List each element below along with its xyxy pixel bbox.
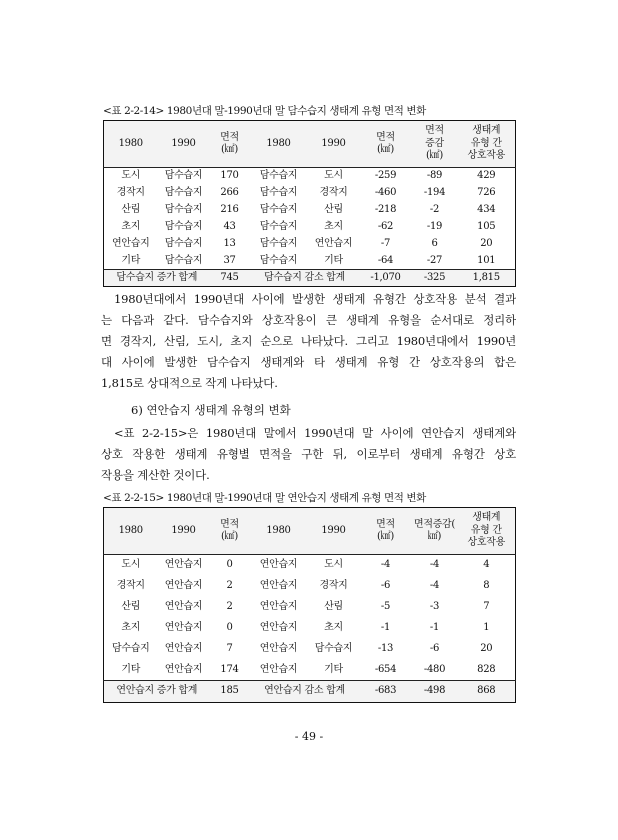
table-cell: 경작지 xyxy=(319,186,348,198)
table-cell: -5 xyxy=(380,600,391,612)
table-cell: 연안습지 증가 합계 xyxy=(104,681,210,703)
table-cell: 266 xyxy=(220,186,239,198)
table-row xyxy=(104,253,516,270)
table2-header-cell: 면적 (㎢) xyxy=(210,508,250,555)
section-heading: 6) 연안습지 생태계 유형의 변화 xyxy=(131,403,291,417)
table-row xyxy=(104,618,516,639)
table-cell: -64 xyxy=(377,254,394,266)
page-number: - 49 - xyxy=(294,730,324,743)
table-cell: 2 xyxy=(226,579,233,591)
paragraph-line: 대 사이에 발생한 담수습지 생태계와 타 생태계 유형 간 상호작용의 합은 xyxy=(101,355,516,369)
table-cell: 담수습지 xyxy=(164,254,203,266)
table-cell: 2 xyxy=(226,600,233,612)
table-cell: 연안습지 xyxy=(164,663,203,675)
table2-header-cell: 1980 xyxy=(250,508,308,555)
table2 xyxy=(103,507,516,703)
table-cell: -27 xyxy=(426,254,443,266)
table-cell: 174 xyxy=(220,663,239,675)
table-cell: -7 xyxy=(380,237,391,249)
table2-header-cell: 1980 xyxy=(104,508,158,555)
table-cell: 185 xyxy=(210,681,250,703)
table-cell: 담수습지 xyxy=(259,170,298,181)
table-cell: 경작지 xyxy=(319,579,348,591)
table-cell: 8 xyxy=(483,579,490,591)
table-cell: 연안습지 xyxy=(164,621,203,633)
paragraph-2 xyxy=(101,423,516,486)
table-cell: -218 xyxy=(374,203,397,215)
paragraph-line: 는 다음과 같다. 담수습지와 상호작용이 큰 생태계 유형을 순서대로 정리하 xyxy=(101,313,516,327)
table-cell: 연안습지 xyxy=(259,600,298,612)
table-cell: 868 xyxy=(458,681,516,703)
table-cell: 담수습지 감소 합계 xyxy=(250,270,360,287)
table-cell: -460 xyxy=(374,186,397,198)
table-cell: 연안습지 xyxy=(112,237,150,249)
table-cell: 산림 xyxy=(324,203,343,215)
table-cell: -62 xyxy=(377,220,394,232)
table-cell: 도시 xyxy=(324,559,343,570)
table-row xyxy=(104,555,516,576)
paragraph-line: <표 2-2-15>은 1980년대 말에서 1990년대 말 사이에 연안습지 생태계와 xyxy=(114,426,516,440)
table-cell: -4 xyxy=(429,559,440,570)
table-cell: 연안습지 감소 합계 xyxy=(250,681,360,703)
table-cell: 담수습지 xyxy=(164,170,203,181)
table-cell: 연안습지 xyxy=(164,642,203,654)
table-row xyxy=(104,639,516,660)
table-row xyxy=(104,185,516,202)
table-cell: 담수습지 xyxy=(164,203,203,215)
table-cell: 도시 xyxy=(121,559,141,570)
table-cell: 초지 xyxy=(121,621,141,633)
table-cell: -89 xyxy=(426,170,443,181)
table-cell: 경작지 xyxy=(116,579,145,591)
table-cell: 산림 xyxy=(121,600,141,612)
table-row xyxy=(104,219,516,236)
table-cell: 연안습지 xyxy=(259,621,298,633)
table-cell: 연안습지 xyxy=(259,579,298,591)
table-cell: 초지 xyxy=(324,621,343,633)
table-cell: 경작지 xyxy=(116,186,145,198)
table-cell: 37 xyxy=(223,254,236,266)
table-cell: 6 xyxy=(431,237,438,249)
table-cell: -1 xyxy=(429,621,440,633)
table1 xyxy=(103,120,516,287)
paragraph-1 xyxy=(101,289,516,394)
table-cell: -1 xyxy=(380,621,391,633)
table-cell: 초지 xyxy=(121,220,141,232)
table-cell: -4 xyxy=(380,559,391,570)
table-cell: 0 xyxy=(226,621,233,633)
table-cell: 도시 xyxy=(121,170,141,181)
table-cell: 산림 xyxy=(121,203,141,215)
table-cell: -480 xyxy=(423,663,446,675)
table2-header-cell: 1990 xyxy=(158,508,210,555)
table-cell: -6 xyxy=(429,642,440,654)
table-cell: 20 xyxy=(480,642,493,654)
table-cell: 726 xyxy=(477,186,496,198)
table-cell: 7 xyxy=(226,642,233,654)
table-cell: 담수습지 xyxy=(164,220,203,232)
table-cell: 산림 xyxy=(324,600,343,612)
table-cell: 담수습지 xyxy=(164,186,203,198)
table-cell: 담수습지 xyxy=(314,642,353,654)
table-cell: 101 xyxy=(477,254,496,266)
table-cell: 170 xyxy=(220,170,239,181)
table-cell: -19 xyxy=(426,220,443,232)
table2-header-row xyxy=(104,508,516,555)
table1-header-cell: 1980 xyxy=(104,121,158,168)
table-cell: 연안습지 xyxy=(164,559,203,570)
table-cell: 7 xyxy=(483,600,490,612)
table-cell: 도시 xyxy=(324,170,343,181)
table-cell: 초지 xyxy=(324,220,343,232)
table-cell: 연안습지 xyxy=(259,642,298,654)
table-row xyxy=(104,660,516,681)
table-cell: 담수습지 xyxy=(259,237,298,249)
table1-header-cell: 1980 xyxy=(250,121,308,168)
table-cell: 4 xyxy=(483,559,490,570)
table-cell: 216 xyxy=(220,203,239,215)
table-cell: -259 xyxy=(374,170,397,181)
table-row xyxy=(104,597,516,618)
table-cell: 13 xyxy=(223,237,236,249)
table-cell: 담수습지 xyxy=(112,642,150,654)
table-cell: -4 xyxy=(429,579,440,591)
table-row xyxy=(104,236,516,253)
table-cell: 연안습지 xyxy=(259,559,298,570)
table-cell: 기타 xyxy=(121,254,141,266)
table-cell: 434 xyxy=(477,203,496,215)
table-cell: 담수습지 xyxy=(259,254,298,266)
paragraph-line: 1,815로 상대적으로 작게 나타났다. xyxy=(101,376,278,390)
table-cell: -194 xyxy=(423,186,446,198)
table-cell: -683 xyxy=(360,681,412,703)
table1-header-cell: 1990 xyxy=(308,121,360,168)
table1-header-cell: 면적 (㎢) xyxy=(210,121,250,168)
table-cell: -13 xyxy=(377,642,394,654)
table1-header-cell: 생태계 유형 간 상호작용 xyxy=(458,121,516,168)
table2-header-cell: 면적증감( ㎢) xyxy=(412,508,458,555)
table-cell: -498 xyxy=(412,681,458,703)
table-cell: 연안습지 xyxy=(164,600,203,612)
table-cell: 담수습지 xyxy=(259,186,298,198)
table-cell: 429 xyxy=(477,170,496,181)
table-cell: -325 xyxy=(412,270,458,287)
table1-sum-row xyxy=(104,270,516,287)
table-cell: 20 xyxy=(480,237,493,249)
table-cell: -3 xyxy=(429,600,440,612)
paragraph-line: 면 경작지, 산림, 도시, 초지 순으로 나타났다. 그리고 1980년대에서 1990년 xyxy=(101,334,516,348)
table1-header-row xyxy=(104,121,516,168)
paragraph-line: 1980년대에서 1990년대 사이에 발생한 생태계 유형간 상호작용 분석 결과 xyxy=(114,292,516,306)
table-cell: 기타 xyxy=(324,254,343,266)
table1-header-cell: 1990 xyxy=(158,121,210,168)
table2-header-cell: 생태계 유형 간 상호작용 xyxy=(458,508,516,555)
table2-header-cell: 면적 (㎢) xyxy=(360,508,412,555)
table1-header-cell: 면적 (㎢) xyxy=(360,121,412,168)
table-cell: -654 xyxy=(374,663,397,675)
table-cell: 105 xyxy=(477,220,496,232)
table-row xyxy=(104,576,516,597)
paragraph-line: 상호 작용한 생태계 유형별 면적을 구한 뒤, 이로부터 생태계 유형간 상호 xyxy=(101,447,516,461)
table-cell: 담수습지 xyxy=(259,203,298,215)
table-cell: 0 xyxy=(226,559,233,570)
table2-header-cell: 1990 xyxy=(308,508,360,555)
table-cell: 연안습지 xyxy=(314,237,353,249)
table-row xyxy=(104,168,516,185)
table-cell: 기타 xyxy=(324,663,343,675)
table-cell: 1,815 xyxy=(458,270,516,287)
table-cell: 담수습지 xyxy=(164,237,203,249)
table-cell: 828 xyxy=(477,663,496,675)
table-cell: 연안습지 xyxy=(164,579,203,591)
table-row xyxy=(104,202,516,219)
table-cell: 담수습지 xyxy=(259,220,298,232)
table-cell: 43 xyxy=(223,220,236,232)
table-cell: 연안습지 xyxy=(259,663,298,675)
table-cell: 1 xyxy=(483,621,490,633)
table-cell: 담수습지 증가 합계 xyxy=(104,270,210,287)
table1-header-cell: 면적 증감 (㎢) xyxy=(412,121,458,168)
table-cell: -1,070 xyxy=(360,270,412,287)
table-cell: -6 xyxy=(380,579,391,591)
table2-sum-row xyxy=(104,681,516,703)
table-cell: 기타 xyxy=(121,663,141,675)
table2-caption: <표 2-2-15> 1980년대 말-1990년대 말 연안습지 생태계 유형 면적 변화 xyxy=(103,492,426,504)
table-cell: -2 xyxy=(429,203,440,215)
table-cell: 745 xyxy=(210,270,250,287)
paragraph-line: 작용을 계산한 것이다. xyxy=(101,468,210,482)
table1-caption: <표 2-2-14> 1980년대 말-1990년대 말 담수습지 생태계 유형 면적 변화 xyxy=(103,105,426,117)
